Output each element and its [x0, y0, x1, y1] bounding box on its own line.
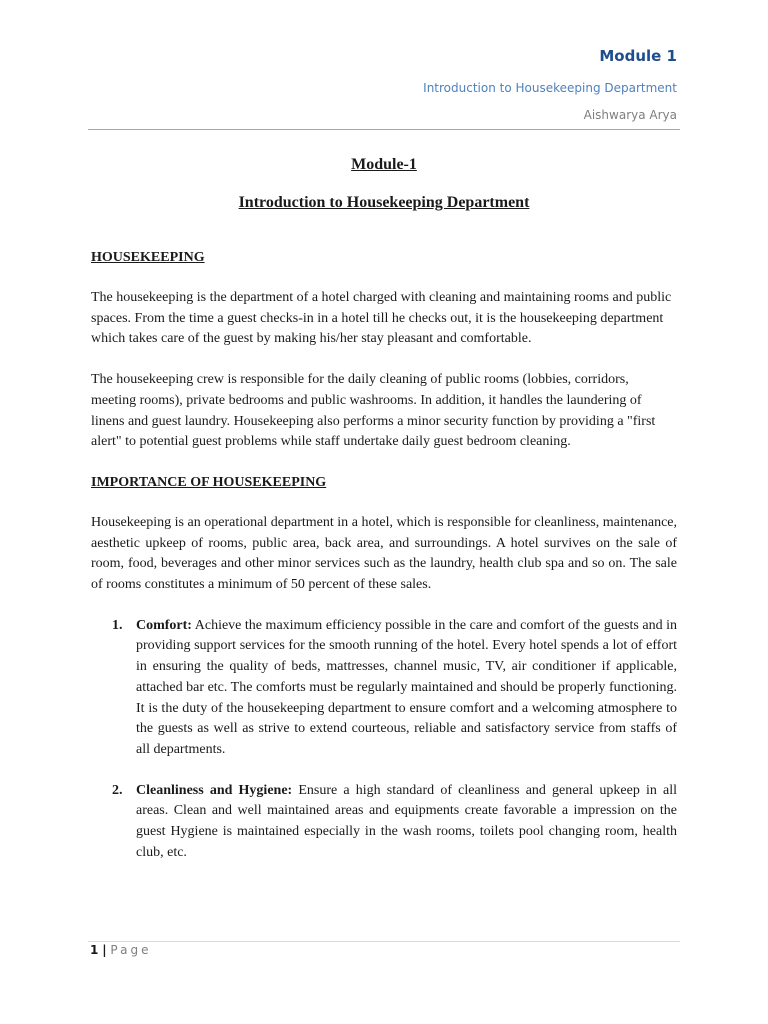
page-footer	[90, 943, 151, 957]
section-heading-housekeeping: HOUSEKEEPING	[91, 250, 205, 265]
header-divider	[88, 129, 680, 130]
list-item-text: Achieve the maximum efficiency possible in the care and comfort of the guests and in providing support services for the smooth running of the hotel. Every hotel spends a lot of effort in ensuring the quality of beds, mattresses, channel music, TV, air conditioner if applicable, attached bar etc. The comforts must be regularly maintained and should be properly functioning. It is the duty of the housekeeping department to ensure comfort and a welcoming atmosphere to the guests as well as strive to extend courteous, reliable and satisfactory service from staffs of all departments.	[136, 617, 677, 757]
list-item-number: 1.	[112, 617, 123, 633]
list-item-term: Comfort:	[136, 617, 192, 633]
list-item	[91, 781, 677, 864]
paragraph: Housekeeping is an operational department in a hotel, which is responsible for cleanliness, maintenance, aesthetic upkeep of rooms, public area, back area, and surroundings. A hotel survives on the sale of room, food, beverages and other minor services such as the laundry, health club spa and so on. The sale of rooms constitutes a minimum of 50 percent of these sales.	[91, 514, 677, 593]
page-word: Page	[110, 943, 152, 957]
footer-divider	[88, 941, 680, 942]
section-heading-importance: IMPORTANCE OF HOUSEKEEPING	[91, 474, 327, 490]
document-body	[91, 150, 677, 883]
paragraph: The housekeeping is the department of a hotel charged with cleaning and maintaining rooms and public spaces. From the time a guest checks-in in a hotel till he checks out, it is the housekeeping department which takes care of the guest by making his/her stay pleasant and comfortable.	[91, 290, 672, 347]
page-number: 1	[90, 943, 99, 957]
header-module-label: Module 1	[599, 47, 677, 65]
list-item	[91, 616, 677, 761]
paragraph: The housekeeping crew is responsible for the daily cleaning of public rooms (lobbies, corridors, meeting rooms), private bedrooms and public washrooms. In addition, it handles the laundering of linens and guest laundry. Housekeeping also performs a minor security function by providing a "first alert" to potential guest problems while staff undertake daily guest bedroom cleaning.	[91, 372, 656, 450]
document-subtitle: Introduction to Housekeeping Department	[238, 194, 530, 211]
list-item-term: Cleanliness and Hygiene:	[136, 782, 293, 798]
footer-separator: |	[102, 943, 107, 957]
numbered-list	[91, 616, 677, 864]
header-subtitle: Introduction to Housekeeping Department	[423, 81, 677, 95]
header-author: Aishwarya Arya	[583, 108, 677, 122]
list-item-number: 2.	[112, 782, 123, 798]
list-item-text: Ensure a high standard of cleanliness and general upkeep in all areas. Clean and well maintained areas and equipments create favorable a impression on the guest Hygiene is maintained especially in the wash rooms, toilets pool changing room, health club, etc.	[136, 782, 677, 860]
document-title: Module-1	[351, 156, 417, 173]
